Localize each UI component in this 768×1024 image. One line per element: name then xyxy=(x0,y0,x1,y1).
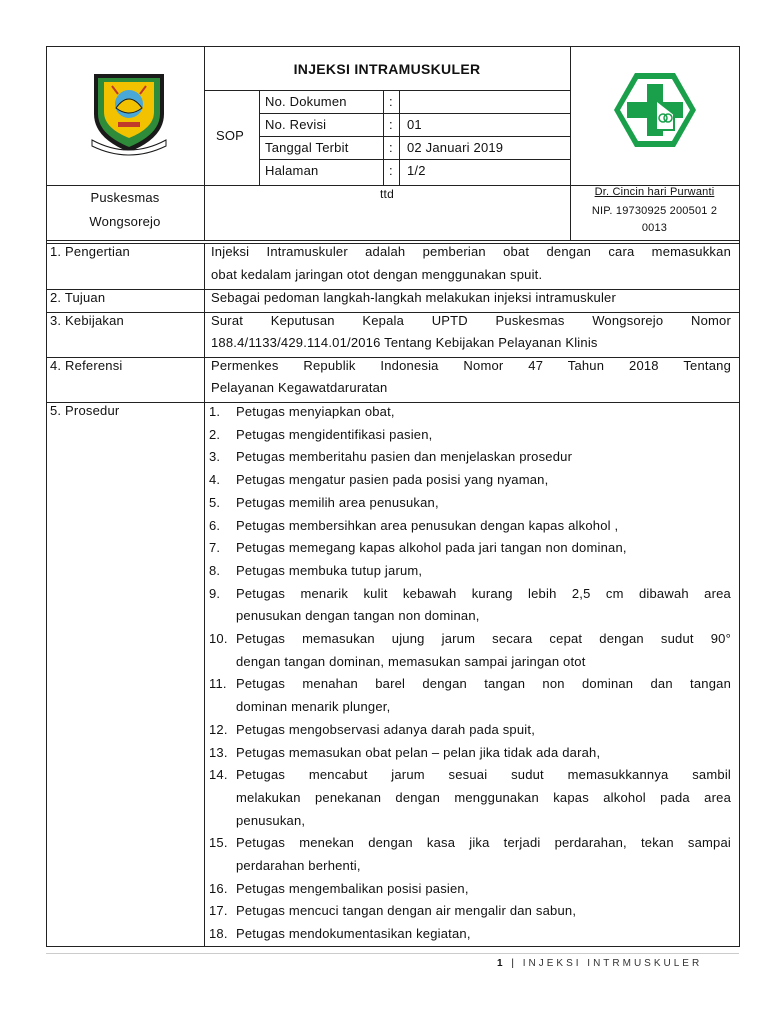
table-border-header-end xyxy=(46,240,739,241)
footer-page-number: 1 xyxy=(497,958,506,969)
table-border-left xyxy=(46,46,47,947)
meta-colon: : xyxy=(389,163,393,178)
table-border-right xyxy=(739,46,740,947)
footer-separator: | xyxy=(511,958,517,969)
meta-colon: : xyxy=(389,117,393,132)
prosedur-step-text: Petugas menarik kulit kebawah kurang lebih 2,5 cm dibawah area xyxy=(236,585,731,601)
prosedur-step-text: Petugas memilih area penusukan, xyxy=(236,494,439,510)
meta-row-line-3 xyxy=(259,159,570,160)
puskesmas-logo xyxy=(610,70,700,150)
org-name-line2: Wongsorejo xyxy=(89,214,161,229)
prosedur-step-text: dominan menarik plunger, xyxy=(236,699,391,715)
prosedur-step-number: 13. xyxy=(209,744,228,760)
footer-rule xyxy=(46,953,739,954)
referensi-line: Pelayanan Kegawatdaruratan xyxy=(211,380,388,395)
regency-crest-logo xyxy=(88,68,170,156)
prosedur-step-text: Petugas mengidentifikasi pasien, xyxy=(236,426,433,442)
footer-running-title: INJEKSI INTRMUSKULER xyxy=(522,958,703,969)
kebijakan-line: 188.4/1133/429.114.01/2016 Tentang Kebijakan Pelayanan Klinis xyxy=(211,335,598,350)
prosedur-step-number: 12. xyxy=(209,721,228,737)
prosedur-step-text: Petugas membersihkan area penusukan dengan kapas alkohol , xyxy=(236,517,619,533)
prosedur-step-text: Petugas menyiapkan obat, xyxy=(236,404,395,419)
pengertian-line: Injeksi Intramuskuler adalah pemberian obat dengan cara memasukkan xyxy=(211,244,731,259)
prosedur-step-number: 4. xyxy=(209,472,221,488)
prosedur-step-number: 9. xyxy=(209,585,221,601)
meta-label-no-revisi: No. Revisi xyxy=(265,117,327,132)
prosedur-step-number: 14. xyxy=(209,767,228,783)
prosedur-step-number: 15. xyxy=(209,835,228,851)
prosedur-step-text: dengan tangan dominan, memasukan sampai jaringan otot xyxy=(236,653,586,669)
prosedur-step-text: Petugas memasukan ujung jarum secara cepat dengan sudut 90° xyxy=(236,631,731,646)
sop-divider xyxy=(259,90,260,185)
signature-ttd: ttd xyxy=(380,187,394,201)
tujuan-line: Sebagai pedoman langkah-langkah melakukan injeksi intramuskuler xyxy=(211,290,616,305)
prosedur-step-number: 17. xyxy=(209,903,228,919)
prosedur-step-number: 6. xyxy=(209,517,221,533)
table-border-top xyxy=(46,46,739,47)
meta-label-no-dokumen: No. Dokumen xyxy=(265,94,347,109)
signer-nip: NIP. 19730925 200501 2 xyxy=(591,205,718,217)
meta-colon-divider-right xyxy=(399,90,400,185)
prosedur-step-text: perdarahan berhenti, xyxy=(236,858,361,873)
meta-colon: : xyxy=(389,140,393,155)
sop-label: SOP xyxy=(216,128,245,143)
kebijakan-line: Surat Keputusan Kepala UPTD Puskesmas Wongsorejo Nomor xyxy=(211,313,731,328)
prosedur-step-text: Petugas mencuci tangan dengan air mengalir dan sabun, xyxy=(236,903,577,919)
meta-value-halaman: 1/2 xyxy=(407,163,426,178)
org-name-line1: Puskesmas xyxy=(90,190,160,205)
pengertian-line: obat kedalam jaringan otot dengan menggunakan spuit. xyxy=(211,267,543,282)
prosedur-step-number: 16. xyxy=(209,880,228,896)
prosedur-step-text: Petugas mengatur pasien pada posisi yang nyaman, xyxy=(236,472,549,488)
meta-colon-divider-left xyxy=(383,90,384,185)
prosedur-step-number: 2. xyxy=(209,426,221,442)
prosedur-step-text: Petugas menekan dengan kasa jika terjadi perdarahan, tekan sampai xyxy=(236,835,731,851)
prosedur-step-number: 11. xyxy=(209,676,227,692)
signer-nip-continued: 0013 xyxy=(641,222,668,234)
prosedur-step-text: Petugas mencabut jarum sesuai sudut memasukkannya sambil xyxy=(236,767,731,783)
section-label-kebijakan: 3. Kebijakan xyxy=(50,313,124,328)
row-line-referensi xyxy=(46,402,739,403)
document-title: INJEKSI INTRAMUSKULER xyxy=(293,61,481,77)
signer-name: Dr. Cincin hari Purwanti xyxy=(594,186,715,198)
prosedur-step-text: Petugas mengembalikan posisi pasien, xyxy=(236,880,469,896)
section-label-tujuan: 2. Tujuan xyxy=(50,290,106,305)
meta-row-line-2 xyxy=(259,136,570,137)
prosedur-step-text: penusukan dengan tangan non dominan, xyxy=(236,608,480,624)
prosedur-step-number: 8. xyxy=(209,562,221,578)
prosedur-step-text: Petugas memberitahu pasien dan menjelaskan prosedur xyxy=(236,449,573,465)
table-border-bottom xyxy=(46,946,739,947)
meta-value-no-revisi: 01 xyxy=(407,117,422,132)
referensi-line: Permenkes Republik Indonesia Nomor 47 Tahun 2018 Tentang xyxy=(211,358,731,373)
meta-label-tanggal-terbit: Tanggal Terbit xyxy=(265,140,349,155)
body-column-divider xyxy=(204,243,205,947)
prosedur-step-text: Petugas mendokumentasikan kegiatan, xyxy=(236,926,471,942)
prosedur-step-text: Petugas menahan barel dengan tangan non dominan dan tangan xyxy=(236,676,731,692)
meta-row-line-1 xyxy=(259,113,570,114)
prosedur-step-number: 7. xyxy=(209,540,221,556)
section-label-prosedur: 5. Prosedur xyxy=(50,403,120,418)
prosedur-step-text: Petugas memasukan obat pelan – pelan jika tidak ada darah, xyxy=(236,744,601,760)
meta-colon: : xyxy=(389,94,393,109)
prosedur-step-text: penusukan, xyxy=(236,812,306,828)
section-label-pengertian: 1. Pengertian xyxy=(50,244,130,259)
puskesmas-icon xyxy=(610,70,700,150)
prosedur-step-number: 10. xyxy=(209,631,228,646)
prosedur-step-number: 3. xyxy=(209,449,221,465)
prosedur-step-number: 18. xyxy=(209,926,228,942)
prosedur-step-text: Petugas mengobservasi adanya darah pada spuit, xyxy=(236,721,536,737)
prosedur-step-text: Petugas membuka tutup jarum, xyxy=(236,562,423,578)
meta-label-halaman: Halaman xyxy=(265,163,319,178)
prosedur-step-number: 5. xyxy=(209,494,221,510)
crest-icon xyxy=(88,68,170,156)
prosedur-step-number: 1. xyxy=(209,404,221,419)
footer xyxy=(497,958,702,969)
prosedur-step-text: melakukan penekanan dengan menggunakan kapas alkohol pada area xyxy=(236,789,731,805)
prosedur-step-text: Petugas memegang kapas alkohol pada jari tangan non dominan, xyxy=(236,540,627,556)
meta-value-tanggal-terbit: 02 Januari 2019 xyxy=(407,140,504,155)
section-label-referensi: 4. Referensi xyxy=(50,358,123,373)
